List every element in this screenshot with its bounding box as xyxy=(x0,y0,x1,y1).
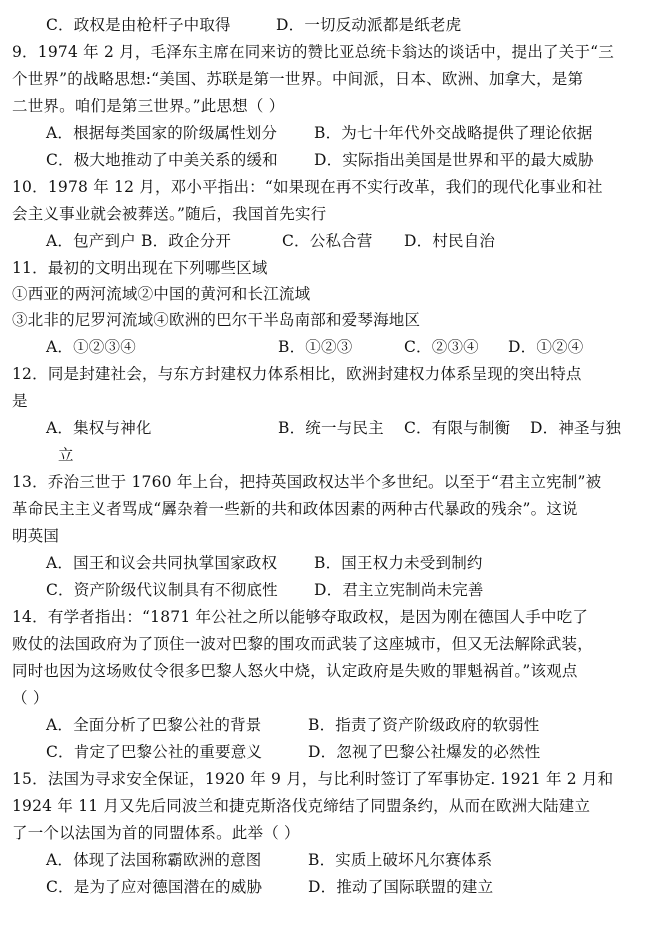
text-segment: ①西亚的两河流域②中国的黄河和长江流域 xyxy=(12,285,311,303)
text-segment: 15．法国为寻求安全保证，1920 年 9 月，与比利时签订了军事协定. 1921 年 2 月和 xyxy=(12,770,614,788)
text-segment: 12．同是封建社会，与东方封建权力体系相比，欧洲封建权力体系呈现的突出特点 xyxy=(12,365,582,383)
text-segment: 是 xyxy=(12,392,28,410)
text-segment: 14．有学者指出：“1871 年公社之所以能够夺取政权，是因为刚在德国人手中吃了 xyxy=(12,608,589,626)
text-segment: 立 xyxy=(58,446,74,464)
text-segment: D．神圣与独 xyxy=(530,419,622,437)
text-segment: C．②③④ xyxy=(404,338,479,356)
text-segment: A．全面分析了巴黎公社的背景 xyxy=(46,716,262,734)
text-segment: 1924 年 11 月又先后同波兰和捷克斯洛伐克缔结了同盟条约，从而在欧洲大陆建立 xyxy=(12,797,591,815)
text-segment: 10．1978 年 12 月，邓小平指出：“如果现在再不实行改革，我们的现代化事业和社 xyxy=(12,178,603,196)
text-segment: （ ） xyxy=(12,689,49,707)
text-segment: C．资产阶级代议制具有不彻底性 xyxy=(46,581,278,599)
text-segment: D．实际指出美国是世界和平的最大威胁 xyxy=(314,151,594,169)
text-segment: 同时也因为这场败仗令很多巴黎人怒火中烧，认定政府是失败的罪魁祸首。”该观点 xyxy=(12,662,578,680)
text-segment: C．有限与制衡 xyxy=(404,419,511,437)
text-segment: A．包产到户 B．政企分开 xyxy=(46,232,232,250)
text-segment: B．国王权力未受到制约 xyxy=(314,554,483,572)
text-segment: A．集权与神化 xyxy=(46,419,152,437)
text-segment: 11．最初的文明出现在下列哪些区域 xyxy=(12,259,268,277)
text-segment: 明英国 xyxy=(12,527,60,545)
text-segment: C．是为了应对德国潜在的威胁 xyxy=(46,878,263,896)
text-segment: D．村民自治 xyxy=(404,232,496,250)
text-segment: B．为七十年代外交战略提供了理论依据 xyxy=(314,124,593,142)
text-segment: 败仗的法国政府为了顶住一波对巴黎的围攻而武装了这座城市，但又无法解除武装， xyxy=(12,635,593,653)
text-segment: D．君主立宪制尚未完善 xyxy=(314,581,484,599)
text-segment: D．推动了国际联盟的建立 xyxy=(308,878,494,896)
text-segment: 会主义事业就会被葬送。”随后，我国首先实行 xyxy=(12,205,327,223)
text-segment: A．①②③④ xyxy=(46,338,136,356)
text-segment: C．公私合营 xyxy=(282,232,373,250)
text-segment: B．①②③ xyxy=(278,338,353,356)
text-segment: A．体现了法国称霸欧洲的意图 xyxy=(46,851,262,869)
text-segment: D．一切反动派都是纸老虎 xyxy=(276,16,462,34)
text-segment: 革命民主主义者骂成“羼杂着一些新的共和政体因素的两种古代暴政的残余”。这说 xyxy=(12,500,578,518)
text-segment: 了一个以法国为首的同盟体系。此举（ ） xyxy=(12,824,300,842)
text-segment: C．政权是由枪杆子中取得 xyxy=(46,16,231,34)
text-segment: A．国王和议会共同执掌国家政权 xyxy=(46,554,278,572)
text-segment: C．极大地推动了中美关系的缓和 xyxy=(46,151,278,169)
text-segment: B．统一与民主 xyxy=(278,419,384,437)
text-segment: A．根据每类国家的阶级属性划分 xyxy=(46,124,278,142)
text-segment: D．①②④ xyxy=(508,338,584,356)
text-segment: B．指责了资产阶级政府的软弱性 xyxy=(308,716,540,734)
text-segment: 二世界。咱们是第三世界。”此思想（ ） xyxy=(12,97,285,115)
text-segment: 13．乔治三世于 1760 年上台，把持英国政权达半个多世纪。以至于“君主立宪制”被 xyxy=(12,473,602,491)
text-segment: ③北非的尼罗河流域④欧洲的巴尔干半岛南部和爱琴海地区 xyxy=(12,311,421,329)
text-segment: B．实质上破坏凡尔赛体系 xyxy=(308,851,493,869)
text-segment: 9．1974 年 2 月，毛泽东主席在同来访的赞比亚总统卡翁达的谈话中，提出了关于“三 xyxy=(12,43,614,61)
text-segment: C．肯定了巴黎公社的重要意义 xyxy=(46,743,263,761)
text-segment: 个世界”的战略思想:“美国、苏联是第一世界。中间派，日本、欧洲、加拿大，是第 xyxy=(12,70,584,88)
text-segment: D．忽视了巴黎公社爆发的必然性 xyxy=(308,743,541,761)
